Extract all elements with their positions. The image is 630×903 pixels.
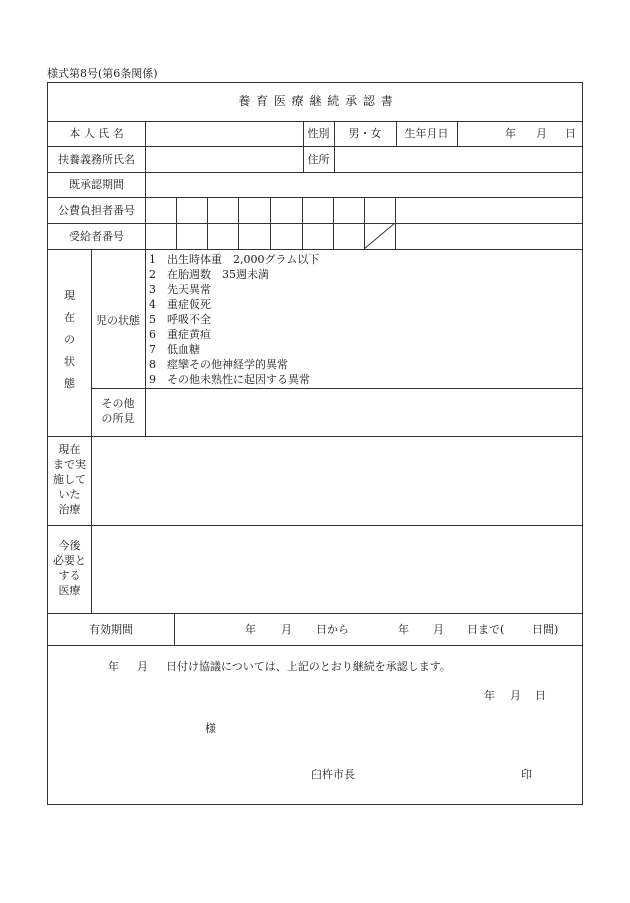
mayor-title: 臼杵市長 [311, 768, 355, 781]
other-findings-label: その他 の所見 [101, 397, 135, 425]
issue-month: 月 [510, 689, 521, 702]
birth-day: 日 [565, 127, 576, 140]
condition-item: 4 重症仮死 [149, 298, 211, 311]
addressee-honorific: 様 [205, 722, 216, 735]
recipient-diagonal [364, 223, 396, 249]
address-label: 住所 [307, 153, 330, 166]
recipient-number-label: 受給者番号 [69, 230, 124, 243]
child-status-label: 児の状態 [96, 314, 140, 327]
approval-form [47, 82, 583, 805]
guardian-label: 扶養義務所氏名 [58, 153, 135, 166]
condition-item: 8 痙攣その他神経学的異常 [149, 358, 288, 371]
validity-to-day: 日まで( [467, 623, 505, 636]
birth-label: 生年月日 [404, 127, 449, 140]
validity-to-year: 年 [398, 623, 409, 636]
approval-date-year: 年 [108, 660, 119, 673]
future-care-label: 今後 必要と する 医療 [53, 539, 86, 597]
prev-period-label: 既承認期間 [69, 178, 124, 191]
name-field[interactable] [146, 128, 302, 140]
condition-item: 5 呼吸不全 [149, 313, 211, 326]
birth-month: 月 [536, 127, 547, 140]
approval-statement: 日付け協議については、上記のとおり継続を承認します。 [166, 660, 451, 673]
seal-mark: 印 [521, 768, 532, 781]
condition-item: 1 出生時体重 2,000グラム以下 [149, 253, 320, 266]
birth-year: 年 [505, 127, 516, 140]
condition-item: 9 その他未熟性に起因する異常 [149, 373, 310, 386]
validity-from-year: 年 [245, 623, 256, 636]
condition-item: 7 低血糖 [149, 343, 200, 356]
issue-year: 年 [484, 689, 495, 702]
validity-to-month: 月 [433, 623, 444, 636]
payer-number-label: 公費負担者番号 [58, 204, 135, 217]
approval-date-month: 月 [137, 660, 148, 673]
status-group-label: 現 在 の 状 態 [64, 289, 75, 390]
validity-from-day: 日から [316, 623, 349, 636]
condition-item: 2 在胎週数 35週未満 [149, 268, 269, 281]
validity-label: 有効期間 [89, 623, 133, 636]
form-number: 様式第8号(第6条関係) [47, 67, 158, 80]
condition-item: 3 先天異常 [149, 283, 211, 296]
sex-value[interactable]: 男・女 [348, 127, 382, 140]
treatment-label: 現在 まで実 施して いた 治療 [53, 443, 86, 516]
validity-days: 日間) [532, 623, 559, 636]
validity-from-month: 月 [281, 623, 292, 636]
issue-day: 日 [535, 689, 546, 702]
name-label: 本 人 氏 名 [69, 127, 124, 140]
sex-label: 性別 [307, 127, 330, 140]
form-title: 養 育 医 療 継 続 承 認 書 [238, 94, 394, 108]
condition-item: 6 重症黄疸 [149, 328, 211, 341]
